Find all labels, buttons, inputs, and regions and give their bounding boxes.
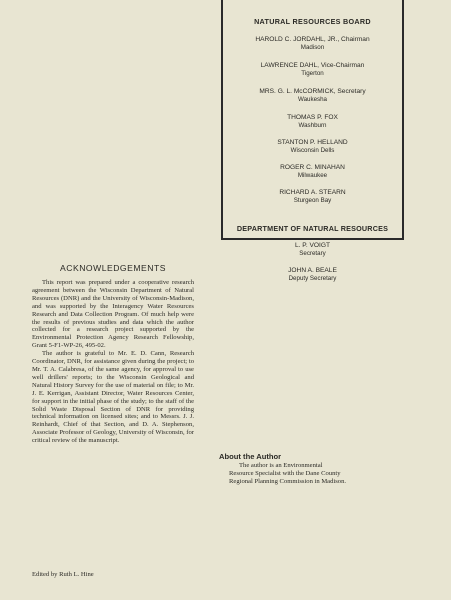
board-member [221, 139, 404, 156]
board-member [221, 88, 404, 105]
board-member [221, 189, 404, 206]
board-member [221, 164, 404, 181]
member-name: JOHN A. BEALE [288, 267, 337, 274]
member-name: THOMAS P. FOX [287, 114, 338, 121]
department-member [221, 267, 404, 284]
board-title: NATURAL RESOURCES BOARD [254, 17, 371, 26]
member-name: HAROLD C. JORDAHL, JR., Chairman [255, 36, 370, 43]
member-place: Secretary [299, 250, 326, 258]
member-place: Deputy Secretary [288, 275, 337, 283]
department-title: DEPARTMENT OF NATURAL RESOURCES [236, 224, 389, 233]
member-place: Tigerton [301, 70, 324, 78]
acknowledgements-body [32, 279, 194, 445]
edited-by: Edited by Ruth L. Hine [32, 571, 94, 578]
member-name: STANTON P. HELLAND [277, 139, 348, 146]
member-name: ROGER C. MINAHAN [280, 164, 345, 171]
member-name: MRS. G. L. McCORMICK, Secretary [259, 88, 366, 95]
board-member [221, 36, 404, 53]
board-member [221, 62, 404, 79]
department-member [221, 242, 404, 259]
acknowledgements-title: ACKNOWLEDGEMENTS [60, 263, 166, 273]
board-member [221, 114, 404, 131]
member-place: Milwaukee [297, 172, 328, 180]
member-name: LAWRENCE DAHL, Vice-Chairman [260, 62, 365, 69]
member-name: L. P. VOIGT [294, 242, 331, 249]
member-place: Madison [300, 44, 325, 52]
member-place: Waukesha [297, 96, 327, 104]
member-name: RICHARD A. STEARN [279, 189, 346, 196]
acknowledgements-paragraph: This report was prepared under a cooperative research agreement between the Wisconsin Department of Natural Resources (DNR) and the University of Wisconsin-Madison, and was supported by the Interagency Water Resources Research and Data Collection Program. Of much help were the results of previous studies and data which the author collected for a research project supported by the Environmental Protection Agency Research Fellowship, Grant 5-F1-WP-26, 495-02. [32, 279, 194, 350]
about-author-text [229, 462, 347, 486]
about-author-paragraph: The author is an Environmental Resource Specialist with the Dane County Regional Planning Commission in Madison. [229, 462, 347, 485]
member-place: Sturgeon Bay [293, 197, 332, 205]
member-place: Washburn [298, 122, 327, 130]
about-author-title: About the Author [219, 452, 282, 461]
acknowledgements-paragraph: The author is grateful to Mr. E. D. Cann, Research Coordinator, DNR, for assistance given during the project; to Mr. T. A. Calabresa, of the same agency, for approval to use well drillers' reports; to the Wisconsin Geological and Natural History Survey for the use of material on file; to Mr. J. E. Kerrigan, Assistant Director, Water Resources Center, for support in the initial phase of the study; to the staff of the Solid Waste Disposal Section of DNR for providing technical information on licensed sites; and to Messrs. J. J. Reinhardt, Chief of that Section, and D. A. Stephenson, Associate Professor of Geology, University of Wisconsin, for critical review of the manuscript. [32, 350, 194, 445]
member-place: Wisconsin Dells [290, 147, 335, 155]
